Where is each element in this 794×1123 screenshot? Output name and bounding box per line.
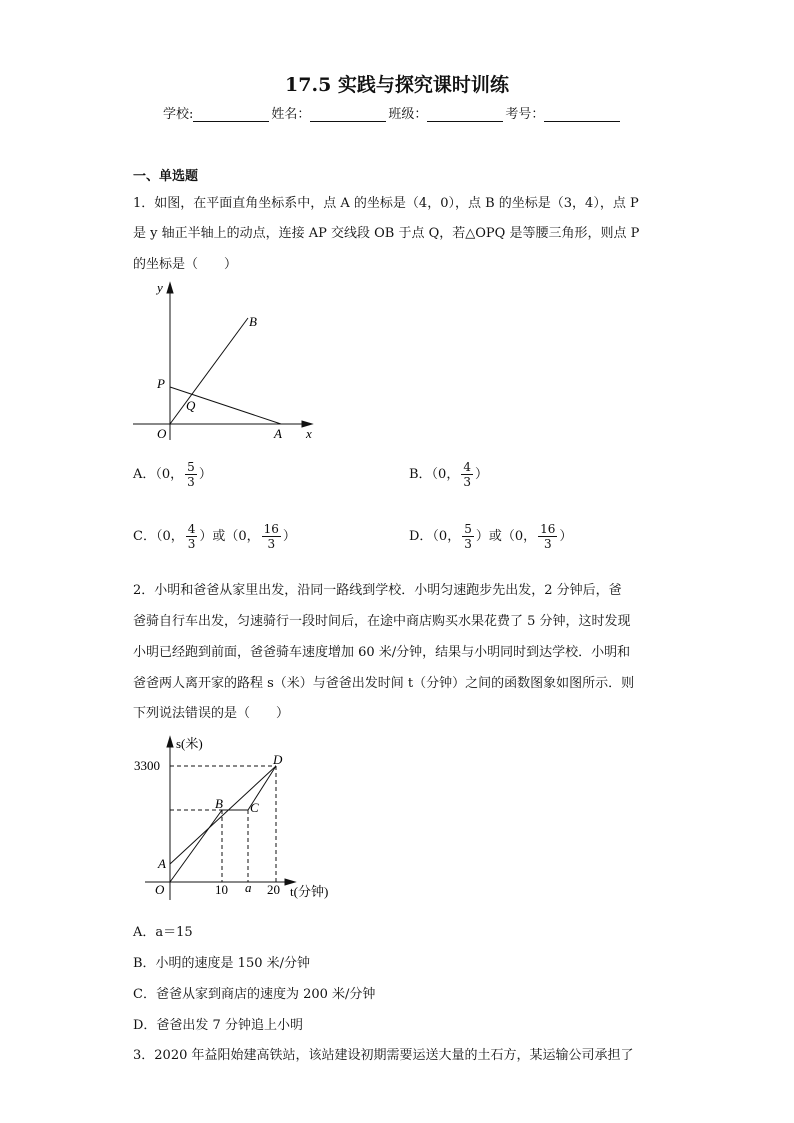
name-blank[interactable] bbox=[310, 107, 386, 122]
label-A: A bbox=[158, 856, 166, 871]
class-label: 班级： bbox=[388, 107, 428, 122]
school-label: 学校: bbox=[163, 107, 194, 122]
tick-10: 10 bbox=[215, 882, 228, 897]
label-Q: Q bbox=[186, 398, 196, 413]
label-x: x bbox=[306, 426, 312, 441]
q2-line: 爸骑自行车出发，匀速骑行一段时间后，在途中商店购买水果花费了 5 分钟，这时发现 bbox=[133, 614, 631, 629]
label-C: C bbox=[250, 800, 259, 815]
q2-figure bbox=[120, 730, 329, 910]
label-D: D bbox=[273, 752, 283, 767]
label-B: B bbox=[215, 796, 223, 811]
tick-20: 20 bbox=[267, 882, 280, 897]
label-y: y bbox=[157, 280, 163, 295]
q1-line: 的坐标是（ ） bbox=[133, 257, 238, 272]
tick-a: a bbox=[245, 880, 252, 895]
line-xiaoming bbox=[170, 766, 276, 864]
label-3300: 3300 bbox=[134, 758, 160, 773]
q1-option-a[interactable]: A．（0， $\frac{5}{3}$ ） bbox=[133, 460, 212, 489]
s-axis-arrow bbox=[167, 737, 173, 747]
q3-line: 3．2020 年益阳始建高铁站，该站建设初期需要运送大量的土石方，某运输公司承担了 bbox=[133, 1048, 634, 1063]
label-t: t(分钟) bbox=[290, 884, 329, 899]
label-P: P bbox=[157, 376, 165, 391]
q1-line: 是 y 轴正半轴上的动点，连接 AP 交线段 OB 于点 Q，若△OPQ 是等腰三角形，则点 P bbox=[133, 226, 640, 241]
section-heading: 一、单选题 bbox=[133, 169, 199, 184]
class-blank[interactable] bbox=[427, 107, 503, 122]
segment-OB bbox=[170, 318, 248, 424]
label-O: O bbox=[155, 882, 165, 897]
q1-line: 1．如图，在平面直角坐标系中，点 A 的坐标是（4，0），点 B 的坐标是（3，4），点 P bbox=[133, 196, 639, 211]
q2-option-a[interactable]: A．a＝15 bbox=[133, 925, 193, 940]
y-axis-arrow bbox=[167, 283, 173, 293]
page-title: 17.5 实践与探究课时训练 bbox=[285, 74, 509, 96]
number-blank[interactable] bbox=[544, 107, 620, 122]
name-label: 姓名： bbox=[271, 107, 311, 122]
q2-option-c[interactable]: C．爸爸从家到商店的速度为 200 米/分钟 bbox=[133, 987, 376, 1002]
q2-line: 2．小明和爸爸从家里出发，沿同一路线到学校．小明匀速跑步先出发，2 分钟后，爸 bbox=[133, 583, 622, 598]
q1-option-d[interactable]: D．（0， $\frac{5}{3}$ ）或（0， $\frac{16}{3}$ ） bbox=[409, 522, 573, 551]
label-O: O bbox=[157, 426, 167, 441]
q2-option-d[interactable]: D．爸爸出发 7 分钟追上小明 bbox=[133, 1018, 303, 1033]
q2-line: 小明已经跑到前面，爸爸骑车速度增加 60 米/分钟，结果与小明同时到达学校．小明和 bbox=[133, 645, 631, 660]
label-A: A bbox=[274, 426, 282, 441]
label-B: B bbox=[249, 314, 257, 329]
q2-option-b[interactable]: B．小明的速度是 150 米/分钟 bbox=[133, 956, 311, 971]
student-info-line bbox=[163, 103, 622, 122]
label-s: s(米) bbox=[176, 736, 203, 751]
q1-option-b[interactable]: B．（0， $\frac{4}{3}$ ） bbox=[409, 460, 488, 489]
q2-line: 爸爸两人离开家的路程 s（米）与爸爸出发时间 t（分钟）之间的函数图象如图所示．则 bbox=[133, 676, 635, 691]
number-label: 考号： bbox=[505, 107, 545, 122]
school-blank[interactable] bbox=[193, 107, 269, 122]
q2-line: 下列说法错误的是（ ） bbox=[133, 706, 290, 721]
q1-figure bbox=[120, 278, 340, 448]
q1-option-c[interactable]: C．（0， $\frac{4}{3}$ ）或（0， $\frac{16}{3}$ ） bbox=[133, 522, 296, 551]
line-dad bbox=[170, 766, 276, 882]
